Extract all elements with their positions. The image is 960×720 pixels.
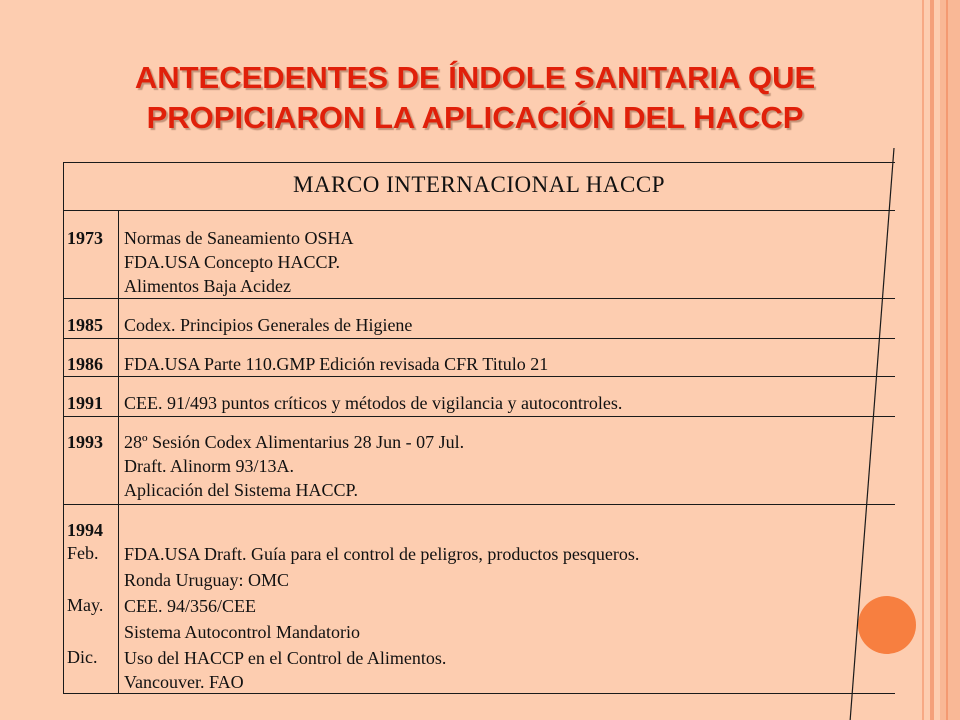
event-line: Alimentos Baja Acidez	[124, 276, 291, 296]
event-line: CEE. 91/493 puntos críticos y métodos de vigilancia y autocontroles.	[124, 393, 623, 413]
year-cell: 1986	[67, 354, 103, 374]
event-line: Uso del HACCP en el Control de Alimentos.	[124, 648, 447, 668]
border-stripe	[930, 0, 934, 720]
event-line: Vancouver. FAO	[124, 672, 244, 692]
event-line: CEE. 94/356/CEE	[124, 596, 256, 616]
event-line: Normas de Saneamiento OSHA	[124, 228, 354, 248]
event-line: Codex. Principios Generales de Higiene	[124, 315, 413, 335]
year-cell: 1993	[67, 432, 103, 452]
border-stripe	[940, 0, 960, 720]
event-line: FDA.USA Parte 110.GMP Edición revisada CFR Titulo 21	[124, 354, 549, 374]
month-cell: Dic.	[67, 647, 98, 667]
event-line: FDA.USA Draft. Guía para el control de peligros, productos pesqueros.	[124, 544, 640, 564]
event-line: Ronda Uruguay: OMC	[124, 570, 289, 590]
table-header: MARCO INTERNACIONAL HACCP	[293, 172, 665, 197]
year-cell: 1973	[67, 228, 103, 248]
event-line: 28º Sesión Codex Alimentarius 28 Jun - 07 Jul.	[124, 432, 465, 452]
border-stripe	[922, 0, 924, 720]
slide-title	[40, 58, 910, 138]
year-cell: 1994	[67, 520, 103, 540]
slide-title-line-1: ANTECEDENTES DE ÍNDOLE SANITARIA QUE	[134, 60, 816, 95]
haccp-timeline-table	[63, 162, 895, 694]
border-stripe	[946, 0, 948, 720]
event-line: Draft. Alinorm 93/13A.	[124, 456, 294, 476]
month-cell: May.	[67, 595, 104, 615]
event-line: Aplicación del Sistema HACCP.	[124, 480, 358, 500]
slide-title-line-2: PROPICIARON LA APLICACIÓN DEL HACCP	[146, 100, 804, 135]
event-line: FDA.USA Concepto HACCP.	[124, 252, 341, 272]
month-cell: Feb.	[67, 543, 99, 563]
year-cell: 1985	[67, 315, 103, 335]
event-line: Sistema Autocontrol Mandatorio	[124, 622, 360, 642]
year-cell: 1991	[67, 393, 103, 413]
